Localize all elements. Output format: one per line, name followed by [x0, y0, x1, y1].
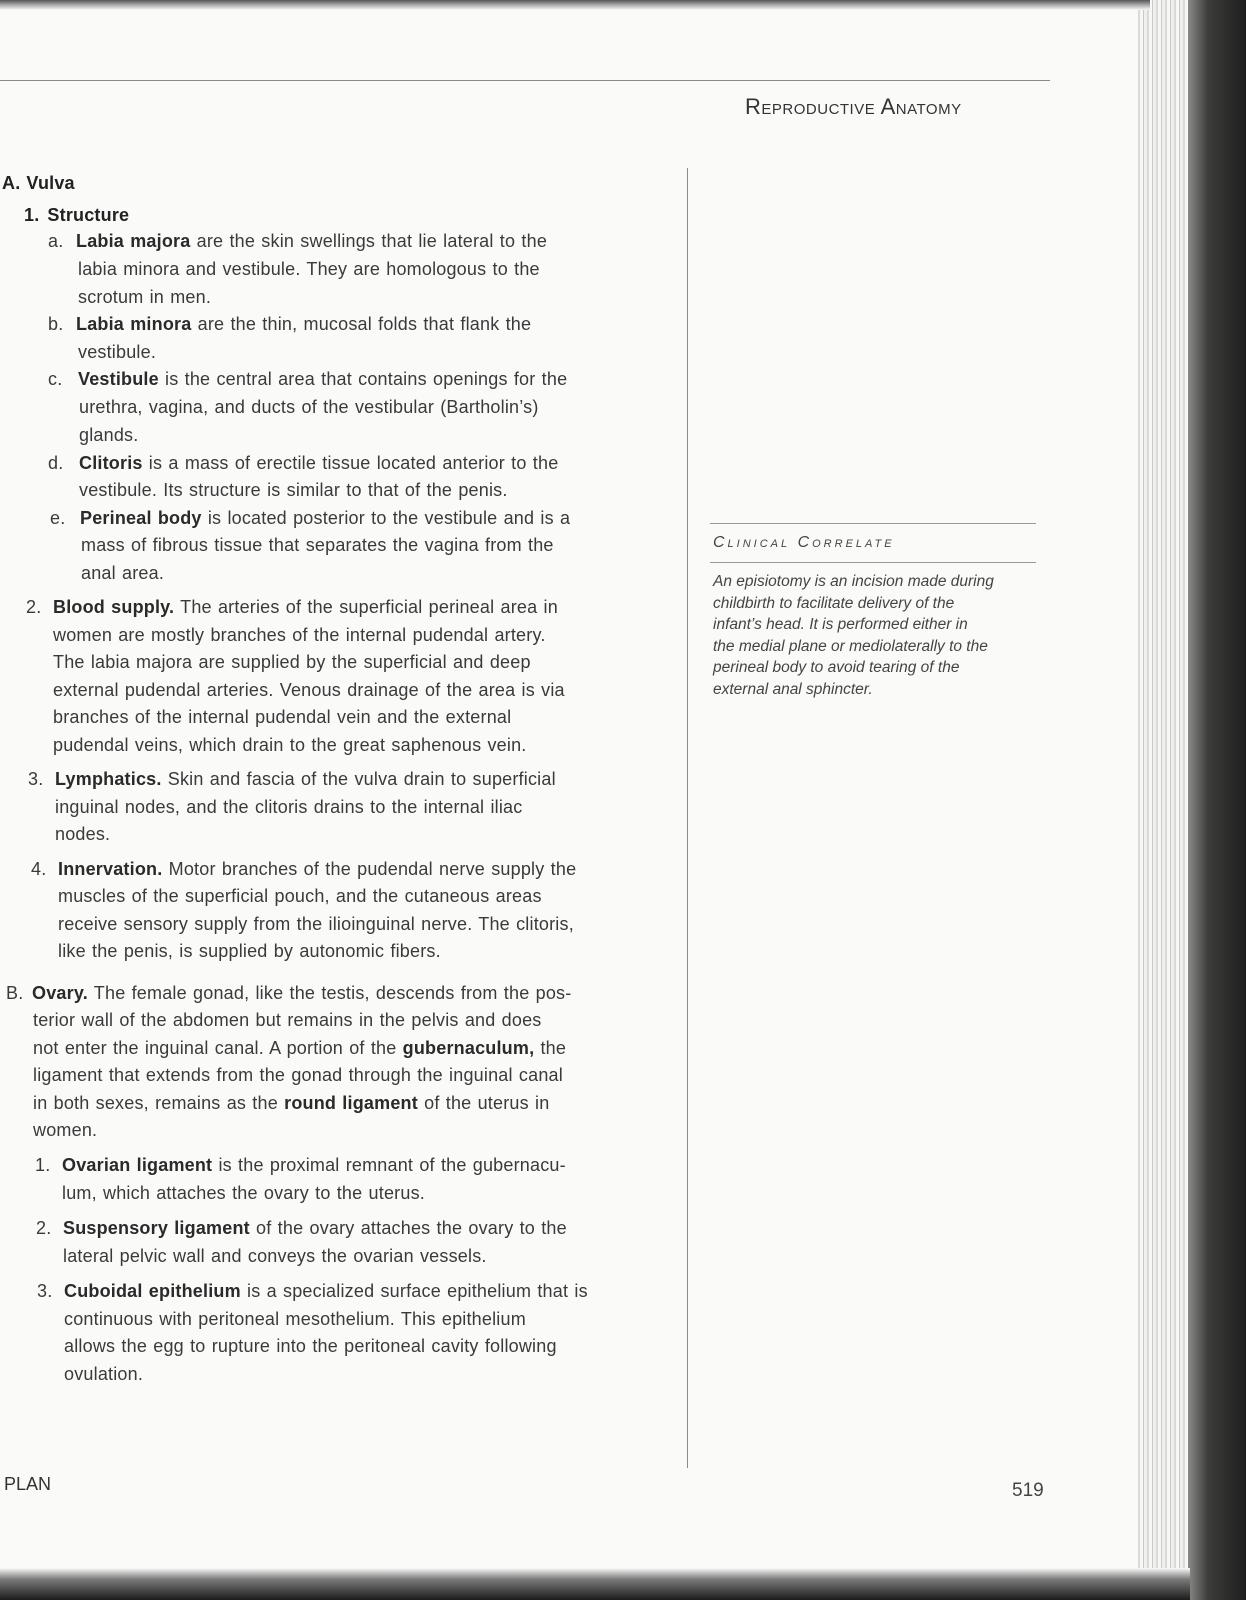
paragraph-line: receive sensory supply from the ilioinguinal nerve. The clitoris,	[58, 914, 574, 934]
term: Labia majora	[76, 231, 191, 251]
paragraph-line	[31, 858, 576, 880]
term: Suspensory ligament	[63, 1218, 250, 1238]
paragraph-line: The labia majora are supplied by the superficial and deep	[53, 652, 531, 672]
paragraph-line: external pudendal arteries. Venous drainage of the area is via	[53, 680, 565, 700]
list-marker: 1.	[35, 1155, 51, 1175]
clinical-correlate-line: the medial plane or mediolaterally to the	[713, 638, 988, 655]
paragraph-line: nodes.	[55, 824, 111, 844]
paragraph-line: ovulation.	[64, 1364, 144, 1384]
footer-label: PLAN	[4, 1474, 52, 1494]
text: of the uterus in	[417, 1093, 550, 1113]
paragraph-line: vestibule. Its structure is similar to that of the penis.	[79, 480, 508, 500]
list-marker: c.	[48, 369, 63, 389]
paragraph-line	[6, 982, 571, 1004]
paragraph-line	[26, 596, 558, 618]
paragraph-line	[33, 1092, 549, 1114]
list-marker: 4.	[31, 859, 47, 879]
clinical-correlate-line: An episiotomy is an incision made during	[713, 573, 994, 590]
term: Innervation.	[58, 859, 163, 879]
paragraph-line: inguinal nodes, and the clitoris drains to the internal iliac	[55, 797, 523, 817]
column-divider	[687, 168, 688, 1468]
list-marker: 2.	[26, 597, 42, 617]
paragraph-line: women.	[33, 1120, 98, 1140]
section-a-marker: A.	[2, 173, 21, 193]
paragraph-line	[48, 313, 531, 335]
paragraph-line: lateral pelvic wall and conveys the ovarian vessels.	[63, 1246, 487, 1266]
paragraph-line: scrotum in men.	[78, 287, 212, 307]
text: the	[534, 1038, 567, 1058]
text: The arteries of the superficial perineal area in	[174, 597, 558, 617]
list-marker: d.	[48, 453, 64, 473]
paragraph-line: continuous with peritoneal mesothelium. This epithelium	[64, 1309, 526, 1329]
term: round ligament	[284, 1093, 418, 1113]
text: Motor branches of the pudendal nerve supply the	[162, 859, 577, 879]
term: Lymphatics.	[55, 769, 162, 789]
paragraph-line: muscles of the superficial pouch, and the cutaneous areas	[58, 886, 542, 906]
page-number: 519	[1012, 1480, 1044, 1501]
list-marker: 2.	[36, 1218, 52, 1238]
list-marker: 3.	[37, 1281, 53, 1301]
paragraph-line: glands.	[79, 425, 139, 445]
paragraph-line: branches of the internal pudendal vein and the external	[53, 707, 512, 727]
clinical-correlate-title: Clinical Correlate	[713, 534, 895, 551]
text: is the central area that contains openings for the	[158, 369, 568, 389]
text: not enter the inguinal canal. A portion of the	[33, 1038, 403, 1058]
paragraph-line: allows the egg to rupture into the peritoneal cavity following	[64, 1336, 557, 1356]
paragraph-line	[50, 507, 570, 529]
book-spine-shadow	[1188, 0, 1246, 1600]
term: gubernaculum,	[402, 1038, 535, 1058]
paragraph-line: vestibule.	[78, 342, 157, 362]
paragraph-line: women are mostly branches of the internal pudendal artery.	[53, 625, 546, 645]
running-head: Reproductive Anatomy	[745, 94, 962, 119]
clinical-correlate-top-rule	[710, 523, 1036, 524]
clinical-correlate-line: perineal body to avoid tearing of the	[713, 659, 960, 676]
term: Ovary.	[32, 983, 88, 1003]
clinical-correlate-line: external anal sphincter.	[713, 681, 873, 698]
term: Vestibule	[78, 369, 159, 389]
text: is a mass of erectile tissue located anterior to the	[142, 453, 559, 473]
paragraph-line: mass of fibrous tissue that separates the vagina from the	[81, 535, 554, 555]
term: Blood supply.	[53, 597, 175, 617]
term: Ovarian ligament	[62, 1155, 213, 1175]
text: are the skin swellings that lie lateral to the	[190, 231, 548, 251]
term: Perineal body	[80, 508, 202, 528]
paragraph-line: pudendal veins, which drain to the great saphenous vein.	[53, 735, 527, 755]
term: Clitoris	[79, 453, 143, 473]
text: is the proximal remnant of the gubernacu-	[212, 1155, 566, 1175]
clinical-correlate-rule	[710, 562, 1036, 563]
item-1-number: 1.	[24, 205, 40, 225]
paragraph-line	[37, 1280, 588, 1302]
term: Labia minora	[76, 314, 192, 334]
list-marker: a.	[48, 231, 64, 251]
paragraph-line: lum, which attaches the ovary to the uterus.	[62, 1183, 425, 1203]
text: Skin and fascia of the vulva drain to superficial	[161, 769, 556, 789]
paragraph-line	[35, 1154, 566, 1176]
paragraph-line: terior wall of the abdomen but remains in the pelvis and does	[33, 1010, 542, 1030]
term: Cuboidal epithelium	[64, 1281, 241, 1301]
paragraph-line: labia minora and vestibule. They are homologous to the	[78, 259, 540, 279]
paragraph-line	[48, 230, 547, 252]
paragraph-line: urethra, vagina, and ducts of the vestibular (Bartholin’s)	[79, 397, 539, 417]
paragraph-line	[48, 368, 567, 390]
text: of the ovary attaches the ovary to the	[249, 1218, 567, 1238]
paragraph-line	[33, 1037, 566, 1059]
text: in both sexes, remains as the	[33, 1093, 285, 1113]
paragraph-line: anal area.	[81, 563, 165, 583]
text: The female gonad, like the testis, descends from the pos-	[87, 983, 572, 1003]
section-a-title: Vulva	[26, 173, 75, 193]
list-marker: B.	[6, 983, 24, 1003]
section-a-heading	[2, 172, 75, 194]
paragraph-line	[28, 768, 556, 790]
clinical-correlate-line: infant’s head. It is performed either in	[713, 616, 968, 633]
item-1-title: Structure	[47, 205, 130, 225]
paragraph-line	[36, 1217, 567, 1239]
text: is located posterior to the vestibule and is a	[201, 508, 571, 528]
text: is a specialized surface epithelium that is	[240, 1281, 588, 1301]
paragraph-line: like the penis, is supplied by autonomic fibers.	[58, 941, 441, 961]
text: are the thin, mucosal folds that flank the	[191, 314, 532, 334]
paragraph-line	[48, 452, 558, 474]
list-marker: e.	[50, 508, 66, 528]
item-1-heading	[24, 204, 129, 226]
list-marker: 3.	[28, 769, 44, 789]
paragraph-line: ligament that extends from the gonad through the inguinal canal	[33, 1065, 563, 1085]
list-marker: b.	[48, 314, 64, 334]
clinical-correlate-line: childbirth to facilitate delivery of the	[713, 595, 955, 612]
